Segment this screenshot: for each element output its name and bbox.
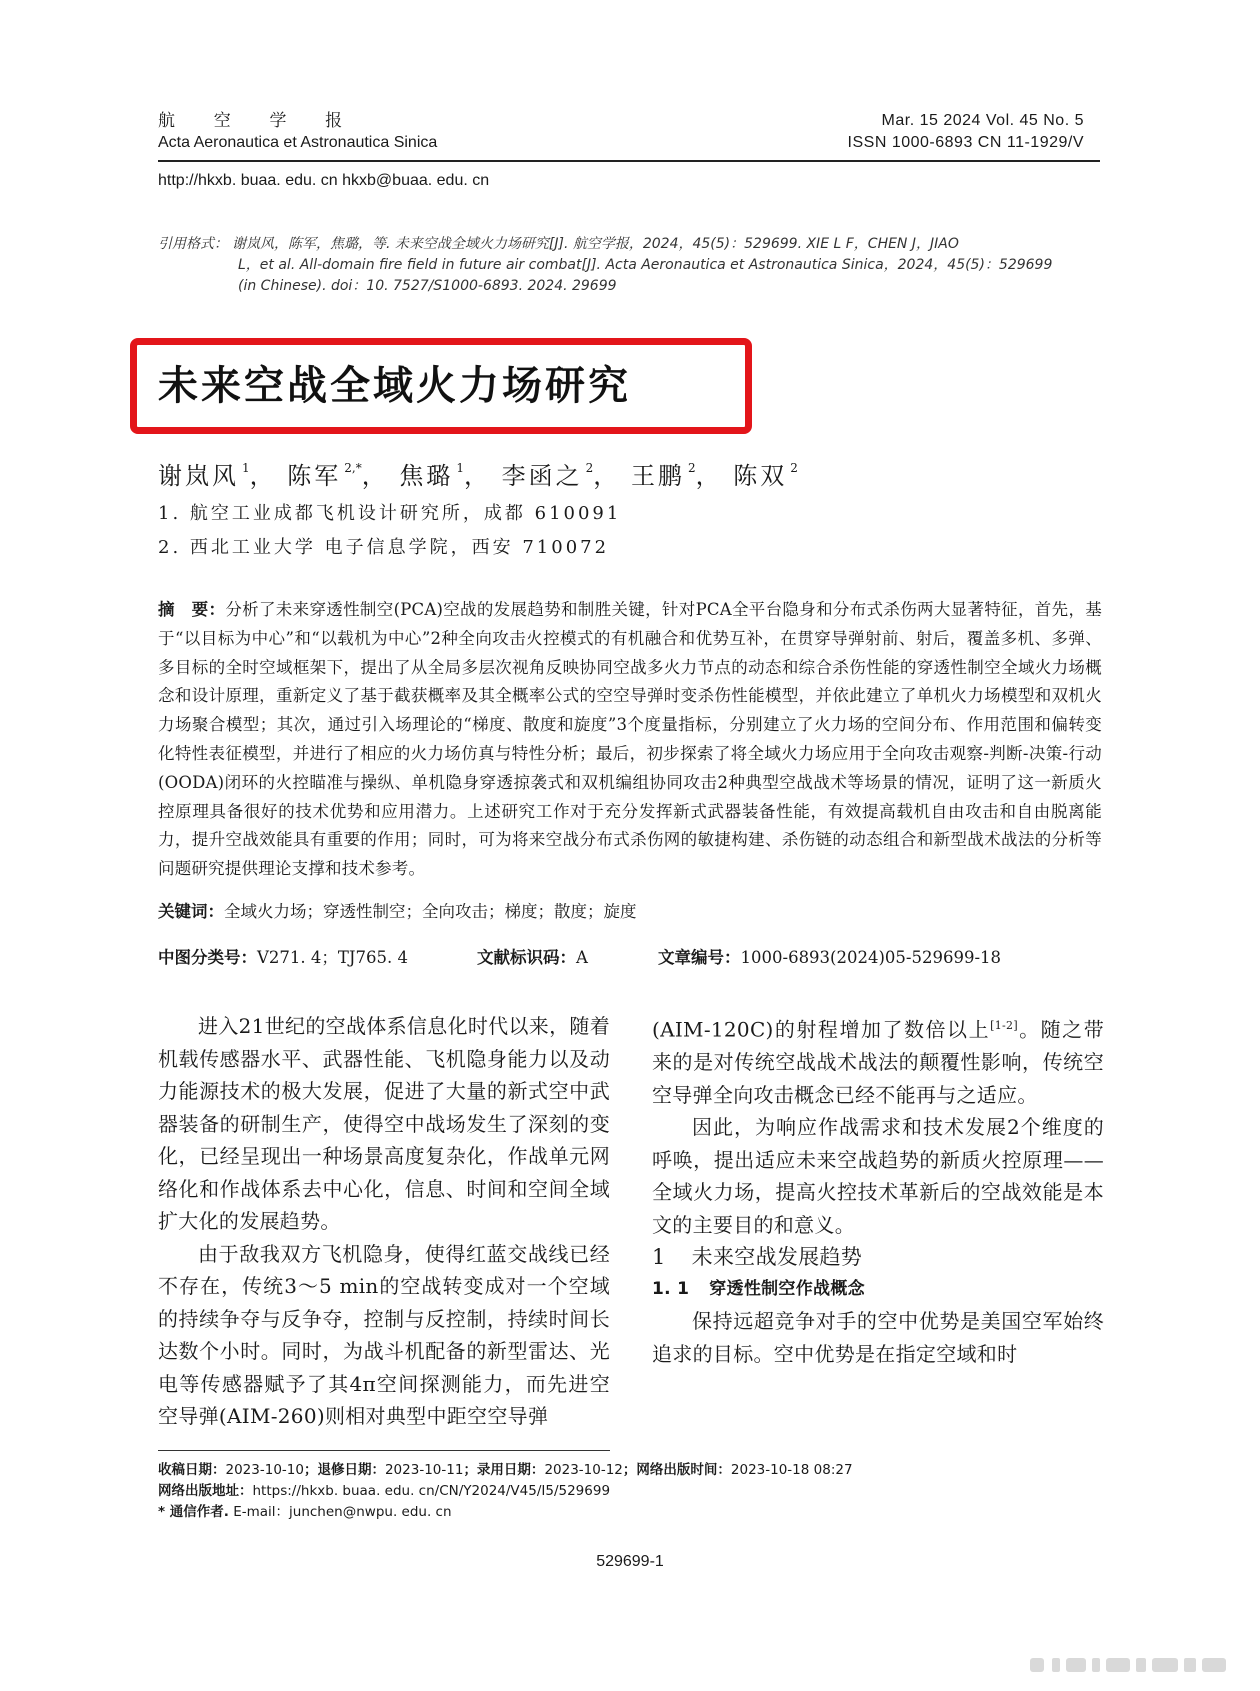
author-name: 谢岚风	[158, 462, 239, 490]
section-title: 未来空战发展趋势	[691, 1245, 863, 1270]
keywords-label: 关键词：	[158, 902, 224, 921]
watermark-logo-icon	[1030, 1654, 1230, 1676]
clc-label: 中图分类号：	[158, 948, 257, 967]
accepted-date: 2023-10-12	[544, 1462, 623, 1478]
subsection-number: 1. 1	[652, 1279, 690, 1300]
journal-name-en: Acta Aeronautica et Astronautica Sinica	[158, 134, 438, 151]
affiliation-2: 2. 西北工业大学 电子信息学院，西安 710072	[158, 537, 610, 558]
body-paragraph: 由于敌我双方飞机隐身，使得红蓝交战线已经不存在，传统3～5 min的空战转变成对一个空域的持续争夺与反争夺，控制与反控制，持续时间长达数个小时。同时，为战斗机配备的新型雷达、光电等传感器赋予了其4π空间探测能力，而先进空空导弹(AIM-260)则相对典型中距空空导弹	[158, 1241, 610, 1428]
section-heading	[652, 1241, 1104, 1273]
footnote-dates	[158, 1460, 853, 1481]
author-name: 陈双	[733, 462, 788, 490]
footnote-corresponding	[158, 1502, 853, 1523]
author-affil-mark: 1	[242, 461, 250, 475]
issue-date-volume: Mar. 15 2024 Vol. 45 No. 5	[881, 112, 1084, 129]
clc-number	[158, 946, 408, 970]
web-url[interactable]: https://hkxb. buaa. edu. cn/CN/Y2024/V45/I5/529699	[252, 1483, 611, 1499]
body-text: (AIM-120C)的射程增加了数倍以上	[652, 1017, 991, 1042]
abstract	[158, 596, 1102, 884]
body-paragraph: 因此，为响应作战需求和技术发展2个维度的呼唤，提出适应未来空战趋势的新质火控原理——全域火力场，提高火控技术革新后的空战效能是本文的主要目的和意义。	[652, 1115, 1104, 1237]
revised-date: 2023-10-11	[384, 1462, 464, 1478]
received-label: 收稿日期：	[158, 1462, 226, 1478]
online-label: ；网络出版时间：	[622, 1462, 731, 1478]
citation-line-1: 谢岚风，陈军，焦璐，等. 未来空战全域火力场研究[J]. 航空学报，2024，45(5)：529699. XIE L F，CHEN J，JIAO	[232, 236, 959, 252]
author-affil-mark: 2	[790, 461, 798, 475]
footnotes	[158, 1460, 853, 1523]
body-paragraph: 进入21世纪的空战体系信息化时代以来，随着机载传感器水平、武器性能、飞机隐身能力以及动力能源技术的极大发展，促进了大量的新式空中武器装备的研制生产，使得空中战场发生了深刻的变化，已经呈现出一种场景高度复杂化，作战单元网络化和作战体系去中心化，信息、时间和空间全域扩大化的发展趋势。	[158, 1014, 610, 1233]
article-number-value: 1000-6893(2024)05-529699-18	[740, 948, 1002, 967]
subsection-heading	[652, 1273, 1104, 1305]
abstract-label: 摘 要：	[158, 600, 226, 619]
subsection-title: 穿透性制空作战概念	[709, 1279, 865, 1300]
page-number: 529699-1	[596, 1553, 664, 1570]
body-column-right	[652, 1010, 1104, 1370]
corresponding-email[interactable]: E-mail：junchen@nwpu. edu. cn	[233, 1504, 452, 1520]
accepted-label: ；录用日期：	[463, 1462, 545, 1478]
clc-value: V271. 4；TJ765. 4	[257, 948, 408, 967]
footnote-web	[158, 1481, 853, 1502]
footnote-rule	[158, 1450, 610, 1451]
issn: ISSN 1000-6893 CN 11-1929/V	[847, 134, 1084, 151]
citation-label: 引用格式：	[158, 236, 228, 252]
issue-info	[848, 110, 1084, 154]
keywords-text: 全域火力场；穿透性制空；全向攻击；梯度；散度；旋度	[224, 902, 637, 921]
journal-url[interactable]: http://hkxb. buaa. edu. cn hkxb@buaa. edu. cn	[158, 172, 490, 189]
keywords	[158, 900, 637, 924]
reference-mark[interactable]: [1-2]	[990, 1019, 1018, 1032]
corresponding-label: * 通信作者.	[158, 1504, 229, 1520]
body-paragraph	[652, 1010, 1104, 1111]
author-affil-mark: 2,*	[344, 461, 362, 475]
received-date: 2023-10-10	[225, 1462, 304, 1478]
author-name: 焦璐	[399, 462, 454, 490]
doc-code-value: A	[576, 948, 588, 967]
abstract-text: 分析了未来穿透性制空(PCA)空战的发展趋势和制胜关键，针对PCA全平台隐身和分布式杀伤两大显著特征，首先，基于“以目标为中心”和“以载机为中心”2种全向攻击火控模式的有机融合和优势互补，在贯穿导弹射前、射后，覆盖多机、多弹、多目标的全时空域框架下，提出了从全局多层次视角反映协同空战多火力节点的动态和综合杀伤性能的穿透性制空全域火力场概念和设计原理，重新定义了基于截获概率及其全概率公式的空空导弹时变杀伤性能模型，并依此建立了单机火力场模型和双机火力场聚合模型；其次，通过引入场理论的“梯度、散度和旋度”3个度量指标，分别建立了火力场的空间分布、作用范围和偏转变化特性表征模型，并进行了相应的火力场仿真与特性分析；最后，初步探索了将全域火力场应用于全向攻击观察-判断-决策-行动(OODA)闭环的火控瞄准与操纵、单机隐身穿透掠袭式和双机编组协同攻击2种典型空战战术等场景的情况，证明了这一新质火控原理具备很好的技术优势和应用潜力。上述研究工作对于充分发挥新式武器装备性能，有效提高载机自由攻击和自由脱离能力，提升空战效能具有重要的作用；同时，可为将来空战分布式杀伤网的敏捷构建、杀伤链的动态组合和新型战术战法的分析等问题研究提供理论支撑和技术参考。	[158, 600, 1102, 879]
citation-line-2: L，et al. All-domain fire field in future air combat[J]. Acta Aeronautica et Astronautica Sinica，2024，45(5)：529699	[238, 257, 1053, 273]
author-affil-mark: 1	[456, 461, 465, 475]
author-name: 陈军	[287, 462, 342, 490]
online-date: 2023-10-18 08:27	[730, 1462, 853, 1478]
article-number	[658, 946, 1001, 970]
doc-code	[477, 946, 588, 970]
body-column-left	[158, 1010, 610, 1433]
author-name: 王鹏	[630, 462, 685, 490]
body-text: 。随之带来的是对传统空战战术战法的颠覆性影响，传统空空导弹全向攻击概念已经不能再与之适应。	[652, 1017, 1104, 1107]
paper-title: 未来空战全域火力场研究	[158, 362, 631, 409]
citation-block	[158, 234, 1104, 297]
body-paragraph: 保持远超竞争对手的空中优势是美国空军始终追求的目标。空中优势是在指定空域和时	[652, 1309, 1104, 1366]
journal-name-cn: 航 空 学 报	[158, 111, 360, 130]
author-list: 谢岚风 $^1$， 陈军 $^{2,*}$， 焦璐 $^1$， 李函之 $^2$， 王鹏 $^2$， 陈双 $^2$	[158, 461, 798, 490]
article-number-label: 文章编号：	[658, 948, 741, 967]
citation-line-3: (in Chinese). doi：10. 7527/S1000-6893. 2024. 29699	[238, 278, 617, 294]
author-affil-mark: 2	[687, 461, 696, 475]
section-number: 1	[652, 1245, 666, 1270]
revised-label: ；退修日期：	[303, 1462, 385, 1478]
affiliation-1: 1. 航空工业成都飞机设计研究所，成都 610091	[158, 503, 622, 524]
web-label: 网络出版地址：	[158, 1483, 253, 1499]
doc-code-label: 文献标识码：	[477, 948, 576, 967]
author-affil-mark: 2	[585, 461, 594, 475]
header-rule	[158, 160, 1100, 162]
author-name: 李函之	[501, 462, 583, 490]
journal-masthead	[158, 110, 437, 154]
